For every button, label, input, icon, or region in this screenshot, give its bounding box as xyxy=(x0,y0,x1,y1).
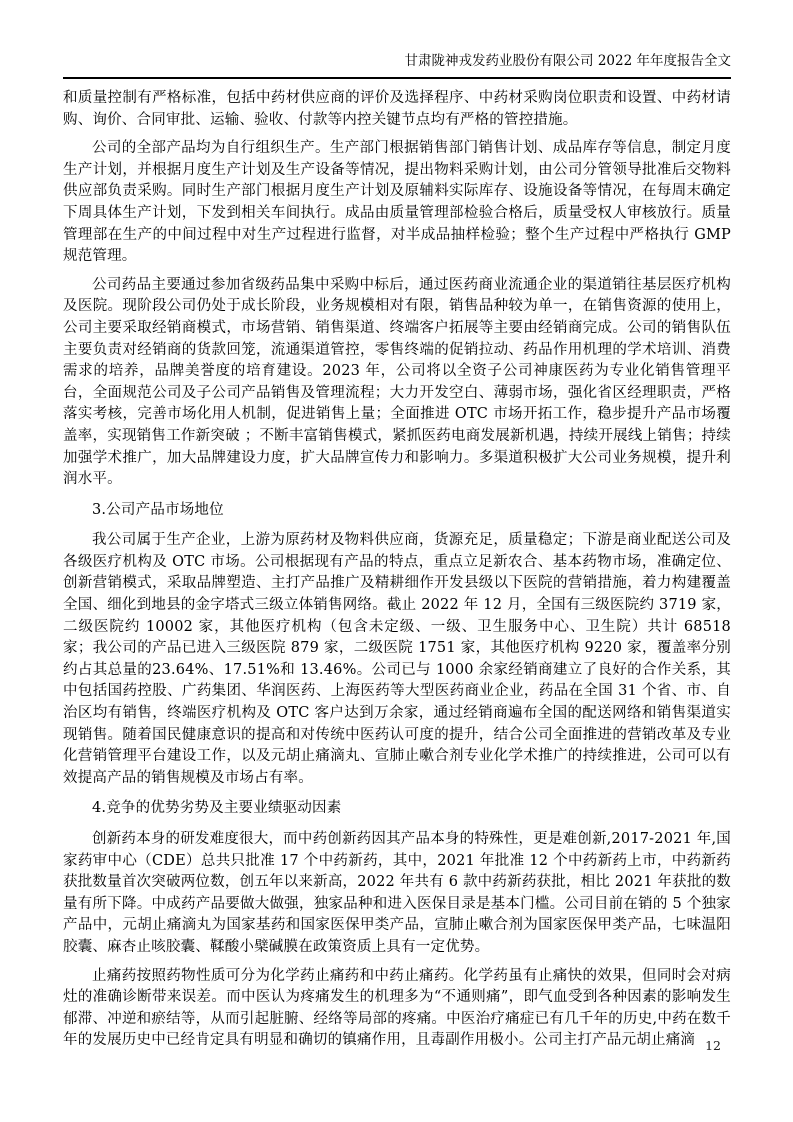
paragraph-quality-control-continuation: 和质量控制有严格标准，包括中药材供应商的评价及选择程序、中药材采购岗位职责和设置、中药材请购、询价、合同审批、运输、验收、付款等内控关键节点均有严格的管控措施。 xyxy=(63,90,731,128)
paragraph-sales-model: 公司药品主要通过参加省级药品集中采购中标后，通过医药商业流通企业的渠道销往基层医疗机构及医院。现阶段公司仍处于成长阶段，业务规模相对有限，销售品种较为单一，在销售资源的使用上，公司主要采取经销商模式，市场营销、销售渠道、终端客户拓展等主要由经销商完成。公司的销售队伍主要负责对经销商的货款回笼，流通渠道管控，零售终端的促销拉动、药品作用机理的学术培训、消费需求的培养，品牌美誉度的培育建设。2023 年，公司将以全资子公司神康医药为专业化销售管理平台，全面规范公司及子公司产品销售及管理流程；大力开发空白、薄弱市场，强化省区经理职责，严格落实考核，完善市场化用人机制，促进销售上量；全面推进 OTC 市场开拓工作，稳步提升产品市场覆盖率，实现销售工作新突破 ；不断丰富销售模式，紧抓医药电商发展新机遇，持续开展线上销售；持续加强学术推广，加大品牌建设力度，扩大品牌宣传力和影响力。多渠道积极扩大公司业务规模，提升利润水平。 xyxy=(63,276,731,488)
section-heading-market-position: 3.公司产品市场地位 xyxy=(92,501,224,518)
section-heading-competitive-advantages: 4.竞争的优势劣势及主要业绩驱动因素 xyxy=(92,800,342,817)
page-header xyxy=(63,52,731,79)
paragraph-innovation-drugs: 创新药本身的研发难度很大，而中药创新药因其产品本身的特殊性，更是难创新,2017-2021 年,国家药审中心（CDE）总共只批准 17 个中药新药，其中，2021 年批准 12 个中药新药上市，中药新药获批数量首次突破两位数，创五年以来新高，2022 年共有 6 款中药新药获批，相比 2021 年获批的数量有所下降。中成药产品要做大做强，独家品种和进入医保目录是基本门槛。公司目前在销的 5 个独家产品中，元胡止痛滴丸为国家基药和国家医保甲类产品，宣肺止嗽合剂为国家医保甲类产品，七味温阳胶囊、麻杏止咳胶囊、鞣酸小檗碱膜在政策资质上具有一定优势。 xyxy=(63,831,731,955)
paragraph-production-organization: 公司的全部产品均为自行组织生产。生产部门根据销售部门销售计划、成品库存等信息，制定月度生产计划，并根据月度生产计划及生产设备等情况，提出物料采购计划，由公司分管领导批准后交物料供应部负责采购。同时生产部门根据月度生产计划及原辅料实际库存、设施设备等情况，在每周末确定下周具体生产计划，下发到相关车间执行。成品由质量管理部检验合格后，质量受权人审核放行。质量管理部在生产的中间过程中对生产过程进行监督，对半成品抽样检验；整个生产过程中严格执行 GMP 规范管理。 xyxy=(63,140,731,265)
paragraph-painkiller-classification: 止痛药按照药物性质可分为化学药止痛药和中药止痛药。化学药虽有止痛快的效果，但同时会对病灶的准确诊断带来误差。而中医认为疼痛发生的机理多为“不通则痛”，即气血受到各种因素的影响发生郁滞、冲逆和瘀结等，从而引起脏腑、经络等局部的疼痛。中医治疗痛症已有几千年的历史,中药在数千年的发展历史中已经肯定具有明显和确切的镇痛作用，且毒副作用极小。公司主打产品元胡止痛滴 xyxy=(63,967,731,1049)
page-number: 12 xyxy=(705,1038,721,1053)
paragraph-market-position-detail: 我公司属于生产企业，上游为原药材及物料供应商，货源充足，质量稳定；下游是商业配送公司及各级医疗机构及 OTC 市场。公司根据现有产品的特点，重点立足新农合、基本药物市场，准确定位、创新营销模式，采取品牌塑造、主打产品推广及精耕细作开发县级以下医院的营销措施，着力构建覆盖全国、细化到地县的金字塔式三级立体销售网络。截止 2022 年 12 月，全国有三级医院约 3719 家，二级医院约 10002 家，其他医疗机构（包含未定级、一级、卫生服务中心、卫生院）共计 68518 家；我公司的产品已进入三级医院 879 家，二级医院 1751 家，其他医疗机构 9220 家，覆盖率分别约占其总量的23.64%、17.51%和 13.46%。公司已与 1000 余家经销商建立了良好的合作关系，其中包括国药控股、广药集团、华润医药、上海医药等大型医药商业企业，药品在全国 31 个省、市、自治区均有销售，终端医疗机构及 OTC 客户达到万余家，通过经销商遍布全国的配送网络和销售渠道实现销售。随着国民健康意识的提高和对传统中医药认可度的提升，结合公司全面推进的营销改革及专业化营销管理平台建设工作，以及元胡止痛滴丸、宣肺止嗽合剂专业化学术推广的持续推进，公司可以有效提高产品的销售规模及市场占有率。 xyxy=(63,532,731,786)
report-header-title: 甘肃陇神戎发药业股份有限公司 2022 年年度报告全文 xyxy=(404,53,731,69)
document-body xyxy=(63,88,731,1059)
